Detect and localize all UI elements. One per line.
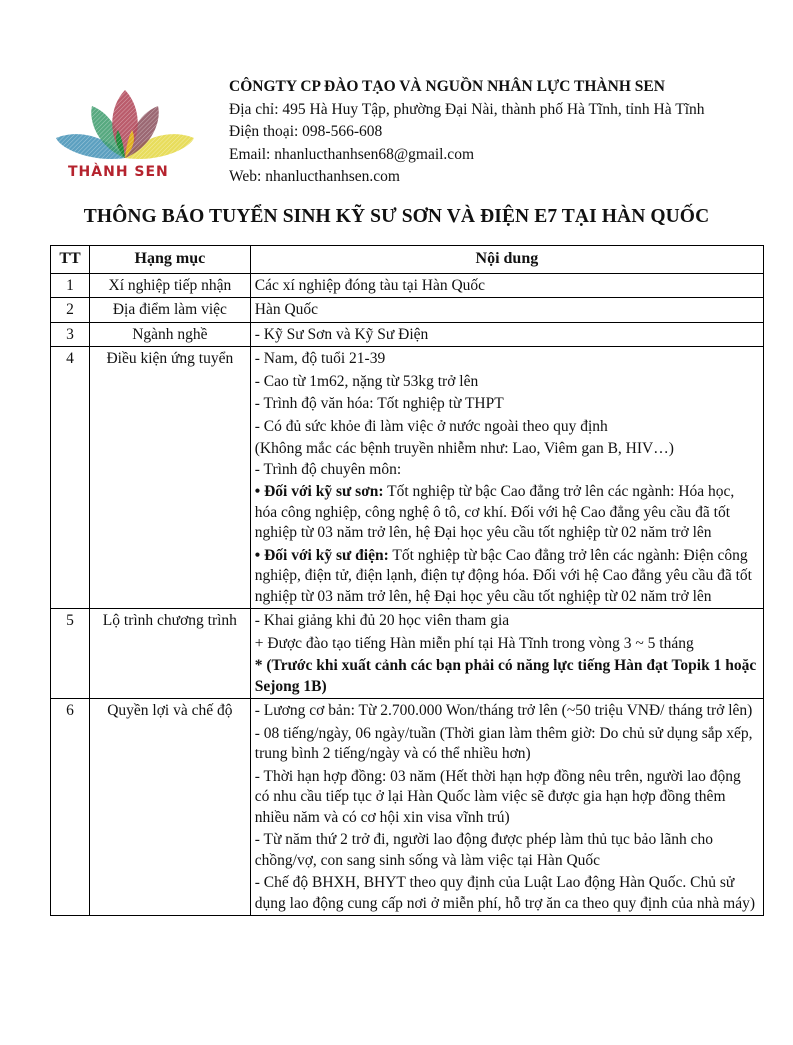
table-row xyxy=(51,322,764,347)
row-number: 6 xyxy=(51,699,90,916)
row-category: Quyền lợi và chế độ xyxy=(89,699,250,916)
row-category: Ngành nghề xyxy=(89,322,250,347)
content-line: Hàn Quốc xyxy=(254,301,319,318)
company-email: Email: nhanlucthanhsen68@gmail.com xyxy=(229,145,474,163)
recruitment-table xyxy=(50,245,764,916)
row-content xyxy=(250,699,763,916)
content-line: - Thời hạn hợp đồng: 03 năm (Hết thời hạn hợp đồng nêu trên, người lao động có nhu cầu tiếp tục ở lại Hàn Quốc làm việc sẽ được gia hạn hợp đồng thêm nhiều năm và có cơ hội xin visa vĩnh trú) xyxy=(254,767,741,826)
document-title: THÔNG BÁO TUYỂN SINH KỸ SƯ SƠN VÀ ĐIỆN E7 TẠI HÀN QUỐC xyxy=(83,206,710,227)
header-content: Nội dung xyxy=(250,246,763,274)
table-row xyxy=(51,347,764,609)
row-content xyxy=(250,322,763,347)
company-address: Địa chỉ: 495 Hà Huy Tập, phường Đại Nài, thành phố Hà Tĩnh, tỉnh Hà Tĩnh xyxy=(229,100,705,118)
content-line: - Có đủ sức khỏe đi làm việc ở nước ngoài theo quy định xyxy=(254,417,608,435)
table-row xyxy=(51,298,764,323)
logo-text: THÀNH SEN xyxy=(68,164,169,180)
row-number: 2 xyxy=(51,298,90,323)
content-line: - Cao từ 1m62, nặng từ 53kg trở lên xyxy=(254,372,479,390)
content-line: (Không mắc các bệnh truyền nhiễm như: Lao, Viêm gan B, HIV…) xyxy=(254,440,674,457)
row-content xyxy=(250,273,763,298)
content-line: - Trình độ chuyên môn: xyxy=(254,460,402,478)
table-row xyxy=(51,609,764,699)
content-line: - Chế độ BHXH, BHYT theo quy định của Luật Lao động Hàn Quốc. Chủ sử dụng lao động cung cấp nơi ở miễn phí, hỗ trợ ăn ca theo quy định của nhà máy) xyxy=(254,874,755,912)
table-row xyxy=(51,273,764,298)
row-category: Điều kiện ứng tuyển xyxy=(89,347,250,609)
lotus-logo-icon xyxy=(50,78,200,168)
electrical-text: Tốt nghiệp từ bậc Cao đẳng trở lên các ngành: Điện công nghiệp, điện tử, điện lạnh, điện tự động hóa. Đối với hệ Cao đẳng yêu cầu đã tốt nghiệp từ 03 năm trở lên, hệ Đại học yêu cầu tốt nghiệp từ 02 năm trở lên xyxy=(254,546,752,605)
content-line: - Lương cơ bản: Từ 2.700.000 Won/tháng trở lên (~50 triệu VNĐ/ tháng trở lên) xyxy=(254,702,753,719)
company-phone: Điện thoại: 098-566-608 xyxy=(229,123,383,140)
header-category: Hạng mục xyxy=(89,246,250,274)
electrical-label: • Đối với kỹ sư điện: xyxy=(254,546,389,564)
row-content xyxy=(250,298,763,323)
content-line: - 08 tiếng/ngày, 06 ngày/tuần (Thời gian làm thêm giờ: Do chủ sử dụng sắp xếp, trung bình 2 tiếng/ngày và có thể nhiều hơn) xyxy=(254,724,753,762)
requirement-painting-engineer xyxy=(255,482,759,544)
row-category: Địa điểm làm việc xyxy=(89,298,250,323)
row-number: 4 xyxy=(51,347,90,609)
company-info xyxy=(229,76,705,189)
content-line: Các xí nghiệp đóng tàu tại Hàn Quốc xyxy=(254,276,486,294)
content-line: - Từ năm thứ 2 trở đi, người lao động được phép làm thủ tục bảo lãnh cho chồng/vợ, con sang sinh sống và làm việc tại Hàn Quốc xyxy=(254,831,714,869)
content-line: - Kỹ Sư Sơn và Kỹ Sư Điện xyxy=(254,325,429,343)
painting-text: Tốt nghiệp từ bậc Cao đẳng trở lên các ngành: Hóa học, hóa công nghiệp, công nghệ ô tô, cơ khí. Đối với hệ Cao đẳng yêu cầu đã tốt nghiệp từ 03 năm trở lên, hệ Đại học yêu cầu tốt nghiệp từ 02 năm trở lên xyxy=(254,483,735,541)
content-line: - Khai giảng khi đủ 20 học viên tham gia xyxy=(254,612,510,629)
row-content xyxy=(250,609,763,699)
requirement-electrical-engineer xyxy=(255,546,759,608)
table-row xyxy=(51,699,764,916)
row-number: 3 xyxy=(51,322,90,347)
row-number: 5 xyxy=(51,609,90,699)
company-logo xyxy=(50,78,200,188)
company-web: Web: nhanlucthanhsen.com xyxy=(229,168,400,185)
content-line: - Nam, độ tuổi 21-39 xyxy=(254,350,386,367)
content-line: + Được đào tạo tiếng Hàn miễn phí tại Hà Tĩnh trong vòng 3 ~ 5 tháng xyxy=(254,634,694,652)
language-requirement-note: * (Trước khi xuất cảnh các bạn phải có năng lực tiếng Hàn đạt Topik 1 hoặc Sejong 1B) xyxy=(254,657,757,695)
painting-label: • Đối với kỹ sư sơn: xyxy=(254,483,384,500)
row-number: 1 xyxy=(51,273,90,298)
table-header-row xyxy=(51,246,764,274)
row-category: Xí nghiệp tiếp nhận xyxy=(89,273,250,298)
row-content xyxy=(250,347,763,609)
company-name: CÔNGTY CP ĐÀO TẠO VÀ NGUỒN NHÂN LỰC THÀNH SEN xyxy=(229,78,665,95)
header-tt: TT xyxy=(51,246,90,274)
content-line: - Trình độ văn hóa: Tốt nghiệp từ THPT xyxy=(254,395,504,412)
row-category: Lộ trình chương trình xyxy=(89,609,250,699)
